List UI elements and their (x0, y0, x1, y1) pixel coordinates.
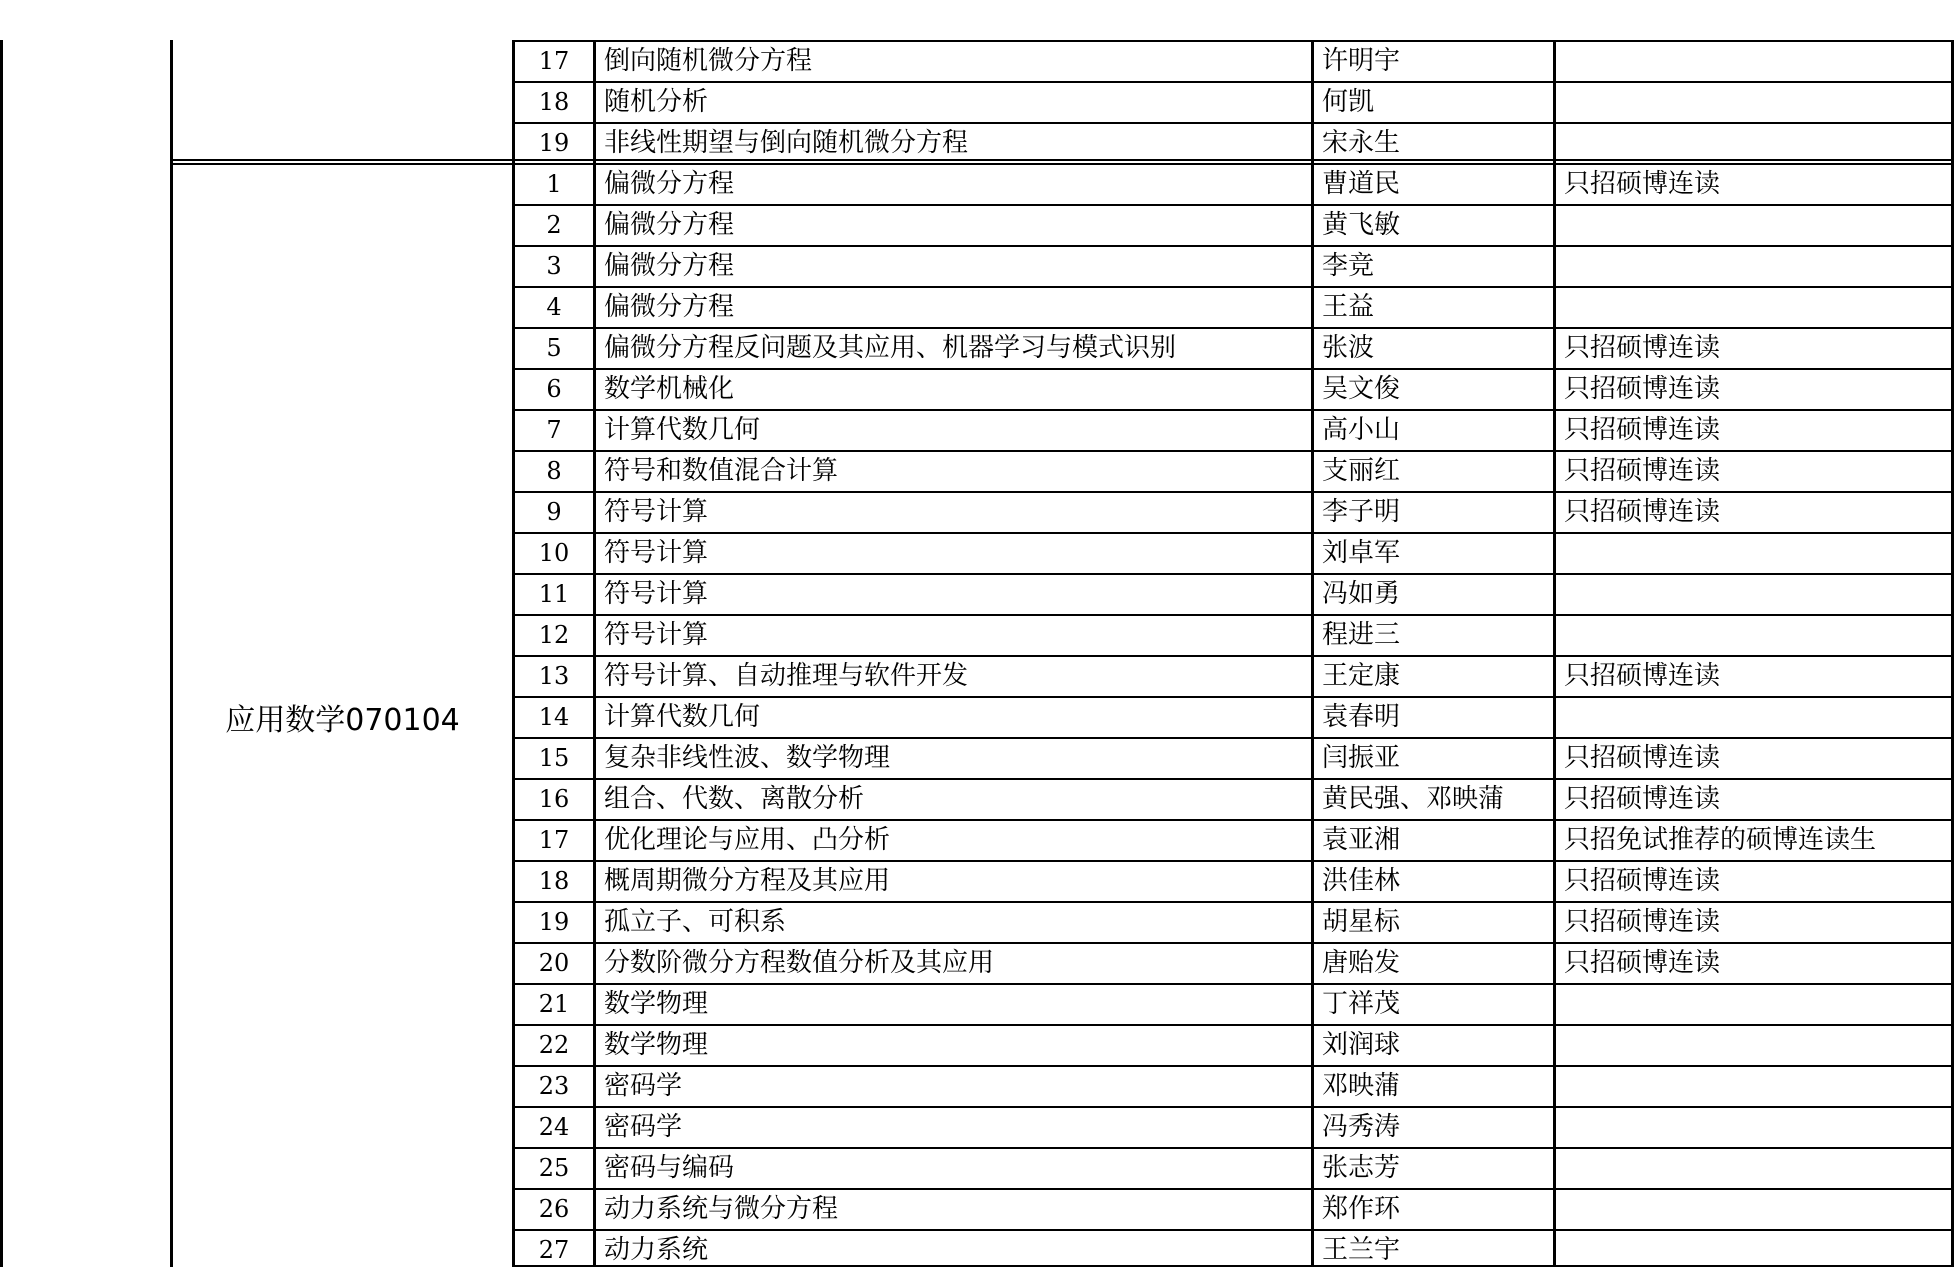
row-number: 7 (546, 416, 562, 444)
row-number: 6 (546, 375, 562, 403)
enrollment-note: 只招硕博连读 (1564, 456, 1721, 486)
supervisor-name: 唐贻发 (1322, 948, 1401, 978)
enrollment-note (1556, 1230, 1951, 1270)
enrollment-note: 只招硕博连读 (1564, 866, 1721, 896)
research-direction: 符号和数值混合计算 (604, 456, 839, 486)
research-direction: 数学物理 (604, 989, 709, 1019)
row-number: 4 (546, 293, 562, 321)
enrollment-note: 只招硕博连读 (1564, 333, 1721, 363)
research-direction: 符号计算、自动推理与软件开发 (604, 661, 969, 691)
enrollment-note (1556, 533, 1951, 573)
supervisor-name: 王定康 (1322, 661, 1401, 691)
supervisor-name: 许明宇 (1322, 46, 1401, 76)
row-number: 18 (538, 88, 570, 116)
row-number: 26 (538, 1195, 570, 1223)
enrollment-note (1556, 574, 1951, 614)
table-right-border (1951, 40, 1954, 1267)
row-number: 10 (538, 539, 570, 567)
supervisor-name: 冯秀涛 (1322, 1112, 1401, 1142)
supervisor-name: 袁亚湘 (1322, 825, 1401, 855)
row-number: 12 (538, 621, 570, 649)
supervisor-name: 丁祥茂 (1322, 989, 1401, 1019)
research-direction: 符号计算 (604, 538, 709, 568)
research-direction: 组合、代数、离散分析 (604, 784, 865, 814)
supervisor-name: 刘卓军 (1322, 538, 1401, 568)
row-number: 17 (538, 826, 570, 854)
enrollment-note (1556, 246, 1951, 286)
row-number: 8 (546, 457, 562, 485)
enrollment-note: 只招硕博连读 (1564, 948, 1721, 978)
row-number: 3 (546, 252, 562, 280)
supervisor-name: 曹道民 (1322, 169, 1401, 199)
supervisor-name: 张志芳 (1322, 1153, 1401, 1183)
enrollment-note (1556, 287, 1951, 327)
supervisor-name: 支丽红 (1322, 456, 1401, 486)
row-number: 13 (538, 662, 570, 690)
supervisor-name: 李竞 (1322, 251, 1375, 281)
research-direction: 偏微分方程反问题及其应用、机器学习与模式识别 (604, 333, 1177, 363)
enrollment-note: 只招硕博连读 (1564, 907, 1721, 937)
table-bottom-border (512, 1265, 1954, 1267)
row-number: 19 (538, 908, 570, 936)
enrollment-note (1556, 123, 1951, 163)
research-direction: 随机分析 (604, 87, 709, 117)
enrollment-note (1556, 984, 1951, 1024)
supervisor-name: 张波 (1322, 333, 1375, 363)
enrollment-note (1556, 1107, 1951, 1147)
research-direction: 数学物理 (604, 1030, 709, 1060)
research-direction: 数学机械化 (604, 374, 735, 404)
supervisor-name: 袁春明 (1322, 702, 1401, 732)
research-direction: 动力系统与微分方程 (604, 1194, 839, 1224)
row-number: 2 (546, 211, 562, 239)
enrollment-note (1556, 1148, 1951, 1188)
supervisor-name: 何凯 (1322, 87, 1375, 117)
research-direction: 复杂非线性波、数学物理 (604, 743, 891, 773)
enrollment-note (1556, 41, 1951, 81)
row-number: 20 (538, 949, 570, 977)
enrollment-note (1556, 82, 1951, 122)
row-number: 1 (546, 170, 562, 198)
section-divider-top (170, 159, 1954, 161)
supervisor-name: 吴文俊 (1322, 374, 1401, 404)
enrollment-note: 只招硕博连读 (1564, 661, 1721, 691)
enrollment-note: 只招硕博连读 (1564, 415, 1721, 445)
research-direction: 偏微分方程 (604, 169, 735, 199)
table-left-border (0, 40, 3, 1267)
enrollment-note (1556, 205, 1951, 245)
enrollment-note (1556, 1189, 1951, 1229)
major-name: 应用数学070104 (225, 703, 460, 738)
row-number: 25 (538, 1154, 570, 1182)
enrollment-note: 只招硕博连读 (1564, 374, 1721, 404)
supervisor-name: 宋永生 (1322, 128, 1401, 158)
supervisor-name: 胡星标 (1322, 907, 1401, 937)
row-number: 16 (538, 785, 570, 813)
research-direction: 偏微分方程 (604, 251, 735, 281)
major-column-border (170, 40, 173, 1267)
supervisor-name: 程进三 (1322, 620, 1401, 650)
research-direction: 分数阶微分方程数值分析及其应用 (604, 948, 995, 978)
research-direction: 孤立子、可积系 (604, 907, 787, 937)
enrollment-note: 只招硕博连读 (1564, 169, 1721, 199)
supervisor-name: 王兰宇 (1322, 1235, 1401, 1265)
row-number: 18 (538, 867, 570, 895)
row-number: 19 (538, 129, 570, 157)
research-direction: 优化理论与应用、凸分析 (604, 825, 891, 855)
enrollment-note: 只招免试推荐的硕博连读生 (1564, 825, 1877, 855)
supervisor-name: 高小山 (1322, 415, 1401, 445)
row-number: 15 (538, 744, 570, 772)
research-direction: 符号计算 (604, 579, 709, 609)
research-direction: 非线性期望与倒向随机微分方程 (604, 128, 969, 158)
research-direction: 计算代数几何 (604, 702, 761, 732)
row-number: 5 (546, 334, 562, 362)
supervisor-name: 郑作环 (1322, 1194, 1401, 1224)
research-direction: 密码与编码 (604, 1153, 735, 1183)
research-direction: 计算代数几何 (604, 415, 761, 445)
supervisor-name: 黄民强、邓映蒲 (1322, 784, 1505, 814)
row-number: 23 (538, 1072, 570, 1100)
supervisor-name: 邓映蒲 (1322, 1071, 1401, 1101)
row-number: 24 (538, 1113, 570, 1141)
row-number: 22 (538, 1031, 570, 1059)
supervisor-name: 冯如勇 (1322, 579, 1401, 609)
supervisor-name: 闫振亚 (1322, 743, 1401, 773)
research-direction: 密码学 (604, 1071, 683, 1101)
research-direction: 符号计算 (604, 620, 709, 650)
research-direction: 偏微分方程 (604, 210, 735, 240)
row-number: 14 (538, 703, 570, 731)
row-number: 9 (546, 498, 562, 526)
enrollment-note (1556, 1066, 1951, 1106)
enrollment-note: 只招硕博连读 (1564, 743, 1721, 773)
enrollment-note (1556, 1025, 1951, 1065)
research-direction: 动力系统 (604, 1235, 709, 1265)
enrollment-note: 只招硕博连读 (1564, 497, 1721, 527)
enrollment-note (1556, 697, 1951, 737)
row-number: 17 (538, 47, 570, 75)
research-direction: 密码学 (604, 1112, 683, 1142)
research-direction: 偏微分方程 (604, 292, 735, 322)
supervisor-name: 黄飞敏 (1322, 210, 1401, 240)
row-number: 21 (538, 990, 570, 1018)
research-direction: 概周期微分方程及其应用 (604, 866, 891, 896)
enrollment-note: 只招硕博连读 (1564, 784, 1721, 814)
enrollment-note (1556, 615, 1951, 655)
row-number: 11 (538, 580, 570, 608)
supervisor-name: 李子明 (1322, 497, 1401, 527)
research-direction: 倒向随机微分方程 (604, 46, 813, 76)
research-direction: 符号计算 (604, 497, 709, 527)
row-number: 27 (538, 1236, 570, 1264)
supervisor-name: 王益 (1322, 292, 1375, 322)
supervisor-name: 洪佳林 (1322, 866, 1401, 896)
supervisor-name: 刘润球 (1322, 1030, 1401, 1060)
